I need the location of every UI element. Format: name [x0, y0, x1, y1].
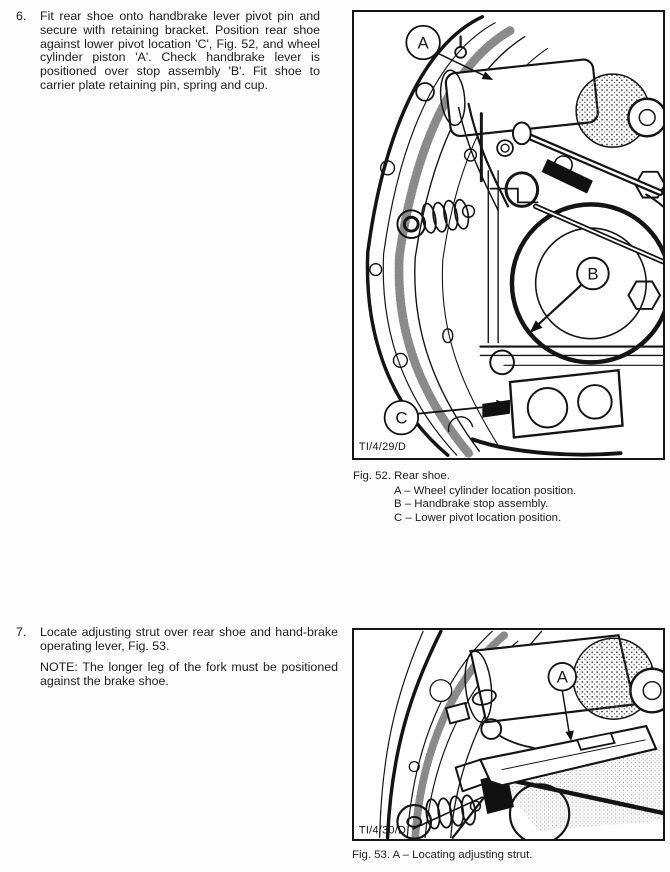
callout-c-label: C — [395, 408, 408, 428]
legend-item-c: C – Lower pivot location position. — [394, 511, 562, 524]
step-7-note: NOTE: The longer leg of the fork must be positioned against the brake shoe. — [40, 660, 338, 688]
callout-b — [530, 258, 609, 333]
step-7-number: 7. — [16, 625, 27, 639]
figure-52-illustration — [354, 12, 663, 458]
legend-item-a: A – Wheel cylinder location position. — [394, 485, 577, 497]
figure-52 — [352, 10, 665, 460]
callout-b-label: B — [587, 264, 599, 284]
callout-a-label: A — [556, 667, 568, 687]
lower-pivot-bracket — [472, 370, 622, 454]
figure-53-illustration — [354, 630, 663, 839]
legend-item-b: B – Handbrake stop assembly. — [394, 498, 549, 511]
bleed-screw — [455, 47, 466, 58]
step-6-text: Fit rear shoe onto handbrake lever pivot pin and secure with retaining bracket. Position rear shoe against lower pivot location 'C', Fig. 52, and wheel cylinder piston 'A'. Check handbrake lever is positioned over stop assembly 'B'. Fit shoe to carrier plate retaining pin, spring and cup. — [40, 9, 320, 92]
adjusting-strut-drawing — [359, 631, 663, 839]
figure-52-ref-code: TI/4/29/D — [358, 441, 407, 454]
callout-a-label: A — [417, 33, 429, 53]
step-7-text: Locate adjusting strut over rear shoe and hand-brake operating lever, Fig. 53. — [40, 625, 338, 653]
step-6-number: 6. — [16, 9, 27, 23]
wheel-cylinder — [438, 37, 663, 148]
figure-52-caption: Fig. 52. Rear shoe. — [353, 470, 450, 482]
figure-52-legend — [394, 485, 576, 525]
figure-53-caption: Fig. 53. A – Locating adjusting strut. — [352, 849, 533, 861]
figure-53-ref-code: TI/4/30/D — [358, 824, 407, 837]
callout-a-arrowhead — [565, 730, 573, 740]
figure-53 — [352, 628, 665, 841]
rear-brake-assembly-drawing — [359, 17, 663, 455]
